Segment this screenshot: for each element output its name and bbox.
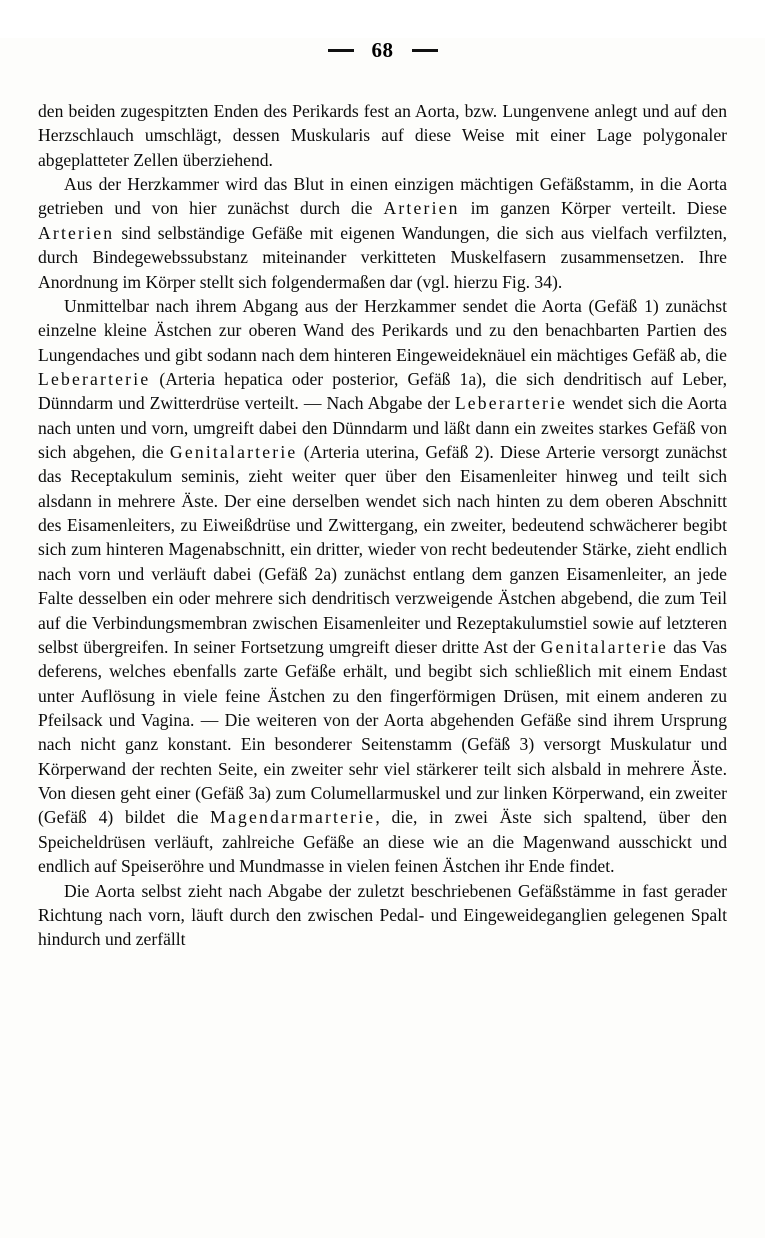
page-number: 68 (371, 38, 394, 62)
paragraph-3: Unmittelbar nach ihrem Abgang aus der Herzkammer sendet die Aorta (Gefäß 1) zunächst einzelne kleine Ästchen zur oberen Wand des Perikards und zu den benachbarten Partien des Lungendaches und gibt sodann nach dem hinteren Eingeweideknäuel ein mächtiges Gefäß ab, die Leberarterie (Arteria hepatica oder posterior, Gefäß 1a), die sich dendritisch auf Leber, Dünndarm und Zwitterdrüse verteilt. — Nach Abgabe der Leberarterie wendet sich die Aorta nach unten und vorn, umgreift dabei den Dünndarm und läßt dann ein zweites starkes Gefäß von sich abgehen, die Genitalarterie (Arteria uterina, Gefäß 2). Diese Arterie versorgt zunächst das Receptakulum seminis, zieht weiter quer über den Eisamenleiter hinweg und teilt sich alsdann in mehrere Äste. Der eine derselben wendet sich nach hinten zu dem oberen Abschnitt des Eisamenleiters, zu Eiweißdrüse und Zwittergang, ein zweiter, bedeutend schwächerer begibt sich zum hinteren Magenabschnitt, ein dritter, wieder von recht bedeutender Stärke, zieht endlich nach vorn und verläuft dabei (Gefäß 2a) zunächst entlang dem ganzen Eisamenleiter, an jede Falte desselben ein oder mehrere sich dendritisch verzweigende Ästchen abgebend, die zum Teil auf die Verbindungsmembran zwischen Eisamenleiter und Rezeptakulumstiel sowie auf letzteren selbst übergreifen. In seiner Fortsetzung umgreift dieser dritte Ast der Genitalarterie das Vas deferens, welches ebenfalls zarte Gefäße erhält, und begibt sich schließlich mit einem Endast unter Auflösung in viele feine Ästchen zu den fingerförmigen Drüsen, mit einem anderen zu Pfeilsack und Vagina. — Die weiteren von der Aorta abgehenden Gefäße sind ihrem Ursprung nach nicht ganz konstant. Ein besonderer Seitenstamm (Gefäß 3) versorgt Muskulatur und Körperwand der rechten Seite, ein zweiter sehr viel stärkerer teilt sich alsbald in mehrere Äste. Von diesen geht einer (Gefäß 3a) zum Columellarmuskel und zur linken Körperwand, ein zweiter (Gefäß 4) bildet die Magendarmarterie, die, in zwei Äste sich spaltend, über den Speicheldrüsen verläuft, zahlreiche Gefäße an diese wie an die Magenwand ausschickt und endlich auf Speiseröhre und Mundmasse in vielen feinen Ästchen ihr Ende findet. (38, 295, 728, 877)
page-header (0, 38, 765, 63)
paragraph-4: Die Aorta selbst zieht nach Abgabe der zuletzt beschriebenen Gefäßstämme in fast gerader Richtung nach vorn, läuft durch den zwischen Pedal- und Eingeweideganglien gelegenen Spalt hindurch und zerfällt (38, 880, 727, 950)
body-text (38, 99, 727, 952)
header-rule-right (412, 49, 438, 52)
header-rule-left (328, 49, 354, 52)
document-page (0, 38, 765, 1238)
paragraph-1: den beiden zugespitzten Enden des Perikards fest an Aorta, bzw. Lungenvene anlegt und auf den Herzschlauch umschlägt, dessen Muskularis auf diese Weise mit einer Lage polygonaler abgeplatteter Zellen überziehend. (38, 101, 727, 170)
paragraph-2: Aus der Herzkammer wird das Blut in einen einzigen mächtigen Gefäßstamm, in die Aorta getrieben und von hier zunächst durch die Arterien im ganzen Körper verteilt. Diese Arterien sind selbständige Gefäße mit eigenen Wandungen, die sich aus vielfach verfilzten, durch Bindegewebssubstanz miteinander verkitteten Muskelfasern zusammensetzen. Ihre Anordnung im Körper stellt sich folgendermaßen dar (vgl. hierzu Fig. 34). (38, 174, 727, 292)
